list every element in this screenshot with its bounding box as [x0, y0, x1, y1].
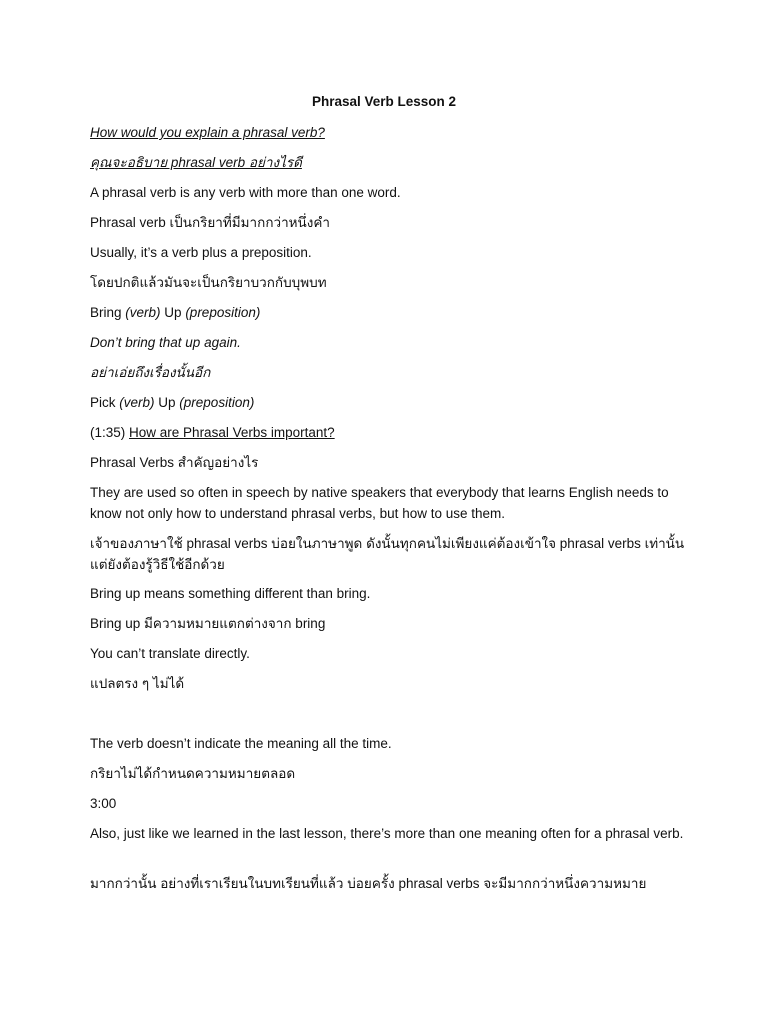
paragraph-2-english: Usually, it’s a verb plus a preposition.	[90, 245, 312, 260]
example-1-sentence-thai: อย่าเอ่ยถึงเรื่องนั้นอีก	[90, 365, 211, 380]
example-1-sentence-english: Don’t bring that up again.	[90, 335, 241, 350]
example-1-breakdown	[90, 302, 690, 323]
paragraph-7-thai: มากกว่านั้น อย่างที่เราเรียนในบทเรียนที่แล้ว บ่อยครั้ง phrasal verbs จะมีมากกว่าหนึ่งความหมาย	[90, 876, 647, 891]
paragraph-5-thai: แปลตรง ๆ ไม่ได้	[90, 676, 185, 691]
question-2-thai: Phrasal Verbs สำคัญอย่างไร	[90, 455, 259, 470]
example-1-tag1: (verb)	[125, 305, 161, 320]
document-title: Phrasal Verb Lesson 2	[311, 94, 457, 109]
question-1-thai: คุณจะอธิบาย phrasal verb อย่างไรดี	[90, 155, 302, 170]
example-2-tag2: (preposition)	[179, 395, 255, 410]
paragraph-1-english: A phrasal verb is any verb with more than one word.	[90, 185, 401, 200]
paragraph-1-thai: Phrasal verb เป็นกริยาที่มีมากกว่าหนึ่งคำ	[90, 215, 330, 230]
paragraph-3-english: They are used so often in speech by native speakers that everybody that learns English needs to know not only how to understand phrasal verbs, but how to use them.	[90, 485, 669, 521]
example-2-word1: Pick	[90, 395, 120, 410]
paragraph-4-thai: Bring up มีความหมายแตกต่างจาก bring	[90, 616, 326, 631]
example-1-word2: Up	[160, 305, 186, 320]
paragraph-5-english: You can’t translate directly.	[90, 646, 250, 661]
paragraph-4-english: Bring up means something different than bring.	[90, 586, 371, 601]
example-1-tag2: (preposition)	[185, 305, 261, 320]
paragraph-3-thai: เจ้าของภาษาใช้ phrasal verbs บ่อยในภาษาพูด ดังนั้นทุกคนไม่เพียงแค่ต้องเข้าใจ phrasal verbs เท่านั้น แต่ยังต้องรู้วิธีใช้อีกด้วย	[90, 536, 685, 572]
paragraph-6-english: The verb doesn’t indicate the meaning all the time.	[90, 736, 392, 751]
question-2-text: How are Phrasal Verbs important?	[129, 425, 335, 440]
example-2-tag1: (verb)	[119, 395, 155, 410]
timestamp-3-00: 3:00	[90, 796, 117, 811]
example-2-breakdown	[90, 392, 690, 413]
paragraph-7-english: Also, just like we learned in the last lesson, there’s more than one meaning often for a phrasal verb.	[90, 826, 684, 841]
paragraph-6-thai: กริยาไม่ได้กำหนดความหมายตลอด	[90, 766, 296, 781]
paragraph-2-thai: โดยปกติแล้วมันจะเป็นกริยาบวกกับบุพบท	[90, 275, 327, 290]
example-2-word2: Up	[154, 395, 180, 410]
question-2	[90, 422, 690, 443]
question-1-english: How would you explain a phrasal verb?	[90, 125, 325, 140]
example-1-word1: Bring	[90, 305, 126, 320]
question-2-timestamp: (1:35)	[90, 425, 130, 440]
